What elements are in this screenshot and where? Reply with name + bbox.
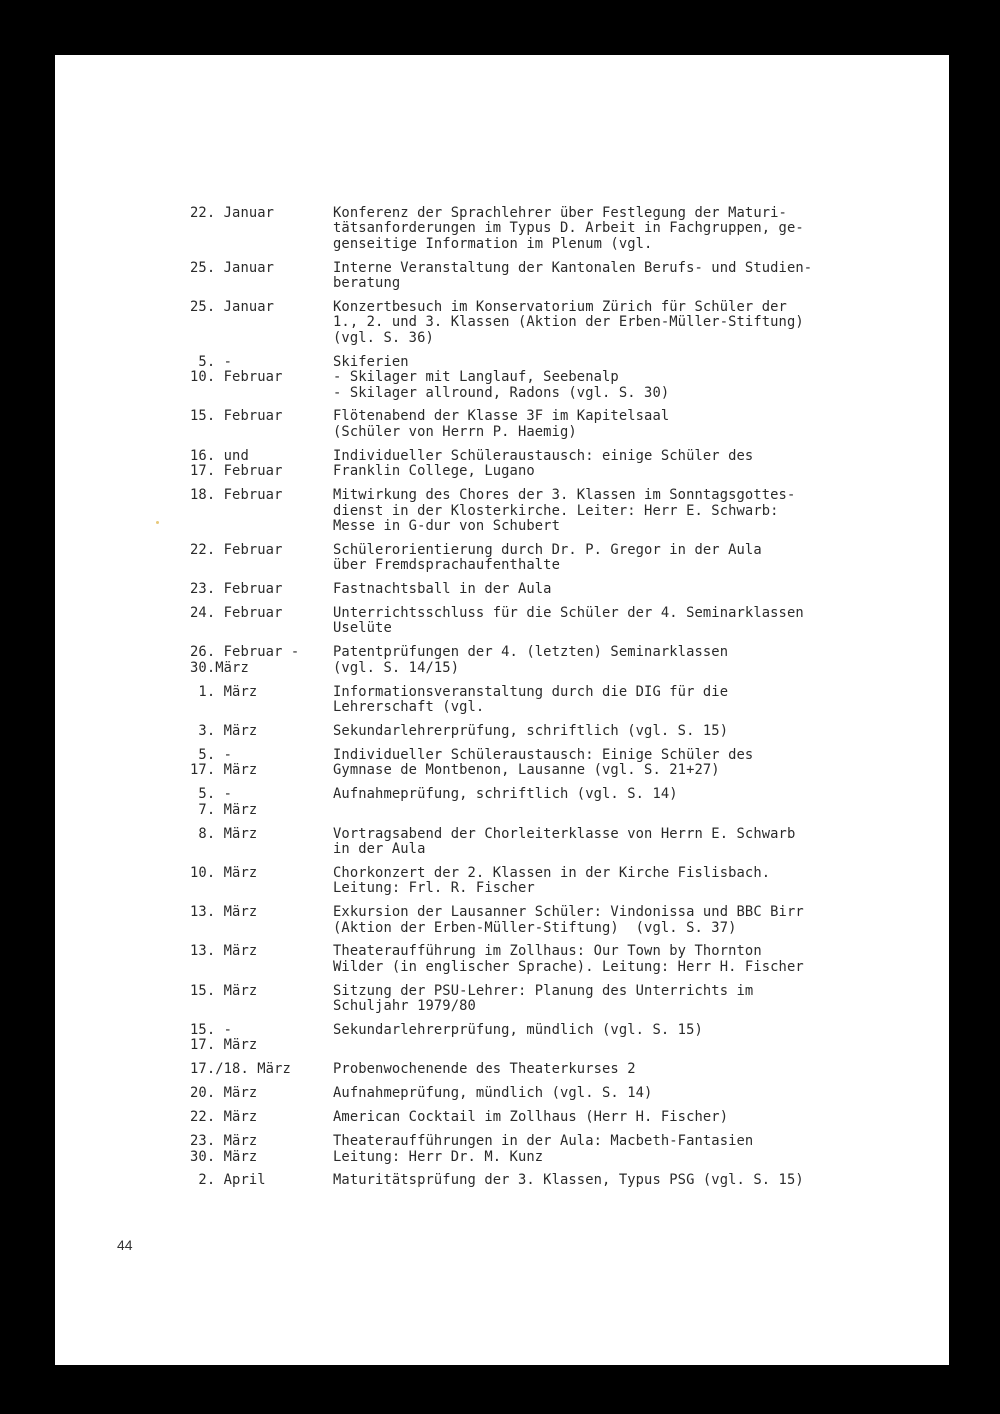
entry-date-line: 17. Februar [190, 463, 283, 480]
page-number: 44 [117, 1237, 133, 1253]
chronicle-entry [190, 449, 910, 480]
entry-description-line: Messe in G-dur von Schubert [333, 517, 560, 534]
entry-date-line: 7. März [190, 801, 258, 818]
entry-date-line: 2. April [190, 1172, 266, 1189]
entry-description-line: Schülerorientierung durch Dr. P. Gregor in der Aula [333, 541, 762, 558]
entry-date-line: 10. März [190, 864, 258, 881]
entry-description-line: Leitung: Herr Dr. M. Kunz [333, 1148, 544, 1165]
entry-description-line: Maturitätsprüfung der 3. Klassen, Typus PSG (vgl. S. 15) [333, 1172, 804, 1189]
entry-description-line: Aufnahmeprüfung, schriftlich (vgl. S. 14) [333, 786, 678, 803]
entry-description-line: Skiferien [333, 353, 409, 370]
entry-description-line: Wilder (in englischer Sprache). Leitung: Herr H. Fischer [333, 958, 804, 975]
chronicle-entry [190, 866, 910, 897]
entry-date-line: 17. März [190, 762, 258, 779]
entry-description-line: (vgl. S. 14/15) [333, 659, 460, 676]
entry-description-line: Schuljahr 1979/80 [333, 998, 476, 1015]
entry-description-line: - Skilager mit Langlauf, Seebenalp [333, 369, 619, 386]
chronicle-entry [190, 355, 910, 401]
chronicle-entry [190, 1134, 910, 1165]
entry-date [190, 261, 333, 292]
entry-description-line: - Skilager allround, Radons (vgl. S. 30) [333, 384, 670, 401]
entry-date [190, 1110, 333, 1125]
entry-date [190, 1134, 333, 1165]
chronicle-entry [190, 748, 910, 779]
entry-date-line: 17. März [190, 1037, 258, 1054]
entry-date [190, 409, 333, 440]
entry-date-line: 5. - [190, 746, 233, 763]
entry-description [333, 1134, 910, 1165]
chronicle-entry [190, 409, 910, 440]
entry-date-line: 1. März [190, 683, 258, 700]
entry-date-line: 22. März [190, 1109, 258, 1126]
chronicle-entry [190, 1110, 910, 1125]
entry-date-line: 18. Februar [190, 487, 283, 504]
entry-description-line: Fastnachtsball in der Aula [333, 581, 552, 598]
entry-description [333, 606, 910, 637]
entry-description-line: Konferenz der Sprachlehrer über Festlegung der Maturi- [333, 205, 787, 221]
chronicle-entry [190, 543, 910, 574]
entry-date-line: 24. Februar [190, 605, 283, 622]
entry-date [190, 606, 333, 637]
chronicle-entry [190, 787, 910, 818]
chronicle-entry [190, 1062, 910, 1077]
entry-description-line: Sitzung der PSU-Lehrer: Planung des Unterrichts im [333, 982, 754, 999]
entry-description-line: Uselüte [333, 620, 392, 637]
entry-date [190, 488, 333, 534]
entry-description-line: Lehrerschaft (vgl. [333, 699, 485, 716]
document-page [55, 55, 949, 1365]
entry-date [190, 355, 333, 401]
entry-description [333, 905, 910, 936]
entry-description [333, 543, 910, 574]
entry-date-line: 30.März [190, 659, 249, 676]
entry-description [333, 944, 910, 975]
entry-description-line: 1., 2. und 3. Klassen (Aktion der Erben-Müller-Stiftung) [333, 314, 804, 331]
entry-description-line: Leitung: Frl. R. Fischer [333, 880, 535, 897]
entry-date [190, 905, 333, 936]
entry-description-line: Gymnase de Montbenon, Lausanne (vgl. S. 21+27) [333, 762, 720, 779]
chronicle-entry [190, 206, 910, 252]
entry-description-line: in der Aula [333, 840, 426, 857]
entry-description [333, 685, 910, 716]
entry-description [333, 449, 910, 480]
entry-date-line: 25. Januar [190, 299, 275, 316]
entry-description-line: Flötenabend der Klasse 3F im Kapitelsaal [333, 408, 670, 425]
chronicle-entry [190, 645, 910, 676]
entry-date [190, 1023, 333, 1054]
entry-date-line: 15. Februar [190, 408, 283, 425]
entry-date [190, 724, 333, 739]
entry-description [333, 866, 910, 897]
entry-description [333, 1023, 910, 1054]
entry-date [190, 827, 333, 858]
entry-description-line: Individueller Schüleraustausch: einige Schüler des [333, 447, 754, 464]
entry-description [333, 355, 910, 401]
entry-date [190, 582, 333, 597]
entry-date-line: 16. und [190, 447, 249, 464]
entry-description [333, 787, 910, 818]
chronicle-entry [190, 1086, 910, 1101]
chronicle-entry [190, 905, 910, 936]
entry-description [333, 645, 910, 676]
entry-date-line: 30. März [190, 1148, 258, 1165]
entry-description-line: Sekundarlehrerprüfung, mündlich (vgl. S. 15) [333, 1022, 703, 1039]
entry-date [190, 944, 333, 975]
entry-date-line: 13. März [190, 904, 258, 921]
entry-date [190, 1173, 333, 1188]
entry-description [333, 984, 910, 1015]
entry-description [333, 300, 910, 346]
entry-description-line: Franklin College, Lugano [333, 463, 535, 480]
entry-date-line: 20. März [190, 1085, 258, 1102]
entry-description [333, 1173, 910, 1188]
entry-description-line: Vortragsabend der Chorleiterklasse von Herrn E. Schwarb [333, 825, 796, 842]
entry-date [190, 300, 333, 346]
entry-description-line: (vgl. S. 36) [333, 329, 434, 346]
chronicle-entry [190, 1173, 910, 1188]
entry-date-line: 15. März [190, 982, 258, 999]
entry-date [190, 748, 333, 779]
paper-speck [156, 521, 159, 524]
entry-date [190, 866, 333, 897]
chronicle-entry [190, 606, 910, 637]
entry-description-line: dienst in der Klosterkirche. Leiter: Herr E. Schwarb: [333, 502, 779, 519]
entry-date [190, 1086, 333, 1101]
entry-description [333, 261, 910, 292]
entry-description-line: Mitwirkung des Chores der 3. Klassen im Sonntagsgottes- [333, 487, 796, 504]
entry-description-line: Interne Veranstaltung der Kantonalen Berufs- und Studien- [333, 259, 813, 276]
entry-date-line: 23. Februar [190, 581, 283, 598]
chronicle-entry [190, 984, 910, 1015]
entry-description-line: Probenwochenende des Theaterkurses 2 [333, 1061, 636, 1078]
entry-description [333, 1062, 910, 1077]
entry-description-line: Unterrichtsschluss für die Schüler der 4. Seminarklassen [333, 605, 804, 622]
chronicle-entry [190, 724, 910, 739]
entry-date-line: 22. Februar [190, 541, 283, 558]
entry-description [333, 1086, 910, 1101]
entry-description-line: Informationsveranstaltung durch die DIG für die [333, 683, 729, 700]
entry-date [190, 685, 333, 716]
entry-date-line: 23. März [190, 1133, 258, 1150]
entry-description [333, 409, 910, 440]
entry-description [333, 827, 910, 858]
entry-description-line: tätsanforderungen im Typus D. Arbeit in Fachgruppen, ge- [333, 220, 804, 237]
entry-description-line: Individueller Schüleraustausch: Einige Schüler des [333, 746, 754, 763]
entry-description [333, 206, 910, 252]
entry-date [190, 787, 333, 818]
entry-date-line: 3. März [190, 722, 258, 739]
chronicle-entry [190, 1023, 910, 1054]
entry-description-line: (Schüler von Herrn P. Haemig) [333, 423, 577, 440]
chronicle-entry [190, 300, 910, 346]
entry-date-line: 17./18. März [190, 1061, 291, 1078]
entry-date-line: 13. März [190, 943, 258, 960]
entry-date-line: 26. Februar - [190, 644, 300, 661]
chronicle-entry [190, 944, 910, 975]
entry-description [333, 748, 910, 779]
entry-date [190, 543, 333, 574]
entry-description-line: Theateraufführungen in der Aula: Macbeth-Fantasien [333, 1133, 754, 1150]
entry-description [333, 724, 910, 739]
chronicle-entry [190, 261, 910, 292]
entry-description [333, 488, 910, 534]
entry-date-line: 25. Januar [190, 259, 275, 276]
entry-description-line: (Aktion der Erben-Müller-Stiftung) (vgl. S. 37) [333, 919, 737, 936]
entry-date-line: 5. - [190, 786, 233, 803]
chronicle-entry [190, 827, 910, 858]
entry-date-line: 5. - [190, 353, 233, 370]
entry-date-line: 8. März [190, 825, 258, 842]
entry-date-line: 10. Februar [190, 369, 283, 386]
entry-date-line: 22. Januar [190, 205, 275, 221]
entry-date [190, 449, 333, 480]
entry-description-line: genseitige Information im Plenum (vgl. [333, 235, 653, 252]
chronicle-entry [190, 582, 910, 597]
entry-description-line: Konzertbesuch im Konservatorium Zürich für Schüler der [333, 299, 787, 316]
entry-description-line: beratung [333, 275, 401, 292]
entry-date [190, 206, 333, 252]
chronicle-list [190, 206, 910, 1197]
entry-description-line: Aufnahmeprüfung, mündlich (vgl. S. 14) [333, 1085, 653, 1102]
chronicle-entry [190, 685, 910, 716]
entry-description-line: Chorkonzert der 2. Klassen in der Kirche Fislisbach. [333, 864, 771, 881]
entry-description [333, 582, 910, 597]
entry-date [190, 984, 333, 1015]
entry-description-line: Exkursion der Lausanner Schüler: Vindonissa und BBC Birr [333, 904, 804, 921]
entry-description-line: Sekundarlehrerprüfung, schriftlich (vgl. S. 15) [333, 722, 729, 739]
entry-date-line: 15. - [190, 1022, 233, 1039]
chronicle-entry [190, 488, 910, 534]
entry-description-line: Patentprüfungen der 4. (letzten) Seminarklassen [333, 644, 729, 661]
entry-description-line: Theateraufführung im Zollhaus: Our Town by Thornton [333, 943, 762, 960]
entry-description-line: über Fremdsprachaufenthalte [333, 557, 560, 574]
entry-date [190, 1062, 333, 1077]
entry-description-line: American Cocktail im Zollhaus (Herr H. Fischer) [333, 1109, 729, 1126]
entry-description [333, 1110, 910, 1125]
entry-date [190, 645, 333, 676]
